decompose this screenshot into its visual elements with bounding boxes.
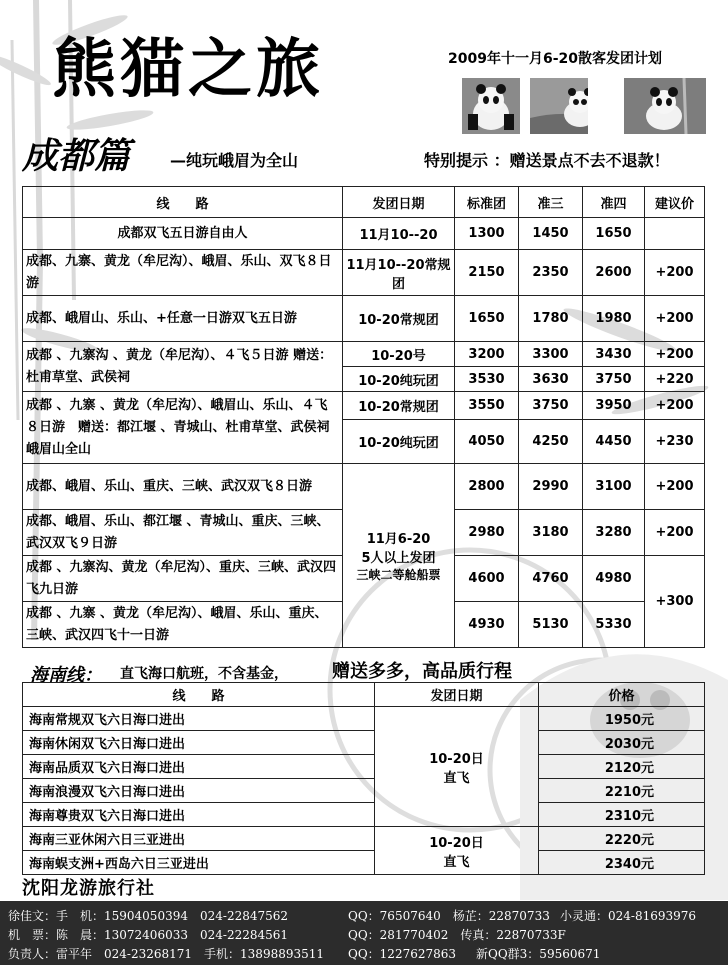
- price-cell: 4050: [455, 420, 519, 464]
- date-group-2-line2: 直飞: [443, 854, 470, 870]
- price-cell: 1300: [455, 218, 519, 250]
- route-cell: 成都 、九寨 、黄龙（牟尼沟）、峨眉山、乐山、４飞８日游 赠送：都江堰 、青城山、杜甫草堂、武侯祠 峨眉山全山: [23, 392, 343, 464]
- table-row: [23, 827, 705, 851]
- price-cell: 4600: [455, 556, 519, 602]
- price-cell: 4760: [519, 556, 583, 602]
- table-row: [23, 803, 705, 827]
- route-cell: 成都 、九寨沟、黄龙（牟尼沟）、重庆、三峡、武汉四飞九日游: [23, 556, 343, 602]
- price-cell: 2220元: [539, 827, 705, 851]
- price-cell: 3530: [455, 367, 519, 392]
- route-cell: 成都双飞五日游自由人: [23, 218, 343, 250]
- table-row: [23, 296, 705, 342]
- route-cell: 成都 、九寨 、黄龙（牟尼沟）、峨眉、乐山、重庆、三峡、武汉四飞十一日游: [23, 602, 343, 648]
- price-cell: +220: [645, 367, 705, 392]
- shared-date-line3: 三峡二等舱船票: [356, 568, 441, 582]
- date-group-1-line2: 直飞: [443, 770, 470, 786]
- shared-date-line2: 5人以上发团: [361, 551, 436, 566]
- price-cell: 2120元: [539, 755, 705, 779]
- contact-line-1c: 小灵通：024-81693976: [560, 909, 697, 923]
- hainan-highlight: 赠送多多，高品质行程: [332, 661, 512, 682]
- plan-title: 2009年十一月6-20散客发团计划: [448, 51, 662, 67]
- price-cell: 2340元: [539, 851, 705, 875]
- price-cell: 1450: [519, 218, 583, 250]
- date-group-2-line1: 10-20日: [429, 835, 484, 851]
- route-cell: 成都、峨眉、乐山、重庆、三峡、武汉双飞８日游: [23, 464, 343, 510]
- price-cell: 5130: [519, 602, 583, 648]
- contact-line-3a: 负责人：雷平年 024-23268171 手机：13898893511: [8, 947, 325, 961]
- hainan-label: 海南线：: [30, 665, 102, 686]
- table-row: [23, 392, 705, 420]
- date-cell: 11月10--20: [343, 218, 455, 250]
- table-row: [23, 851, 705, 875]
- col-header-z4: 准四: [583, 187, 645, 218]
- price-cell: 1780: [519, 296, 583, 342]
- price-cell: 3200: [455, 342, 519, 367]
- price-cell: 3550: [455, 392, 519, 420]
- price-cell: 3430: [583, 342, 645, 367]
- date-cell: 10-20纯玩团: [343, 367, 455, 392]
- table-header-row: [23, 683, 705, 707]
- price-cell: 4250: [519, 420, 583, 464]
- route-cell: 海南蜈支洲+西岛六日三亚进出: [23, 851, 375, 875]
- price-cell: 3630: [519, 367, 583, 392]
- price-cell: 2980: [455, 510, 519, 556]
- price-cell: 3750: [519, 392, 583, 420]
- col-header-route: 线 路: [23, 683, 375, 707]
- price-cell: 3180: [519, 510, 583, 556]
- col-header-z3: 准三: [519, 187, 583, 218]
- contact-line-2b: QQ：281770402 传真：22870733F: [348, 928, 566, 942]
- price-cell: +200: [645, 464, 705, 510]
- date-group-cell: [375, 827, 539, 875]
- col-header-route: 线 路: [23, 187, 343, 218]
- route-cell: 成都、九寨、黄龙（牟尼沟）、峨眉、乐山、双飞８日游: [23, 250, 343, 296]
- hainan-route-table: [22, 682, 705, 875]
- contact-line-1b: QQ：76507640 杨芷：22870733: [348, 909, 550, 923]
- price-cell: 4930: [455, 602, 519, 648]
- chengdu-subtitle: —纯玩峨眉为全山: [170, 151, 299, 170]
- route-cell: 海南休闲双飞六日海口进出: [23, 731, 375, 755]
- contact-footer: [0, 901, 728, 965]
- panda-photo-3: [624, 78, 706, 134]
- col-header-date: 发团日期: [343, 187, 455, 218]
- table-row: [23, 779, 705, 803]
- table-row: [23, 731, 705, 755]
- agency-name: 沈阳龙游旅行社: [22, 878, 155, 899]
- date-group-cell: [375, 707, 539, 827]
- table-row: [23, 755, 705, 779]
- table-row: [23, 707, 705, 731]
- col-header-price: 建议价: [645, 187, 705, 218]
- price-cell: +200: [645, 342, 705, 367]
- panda-photo-2: [530, 78, 588, 134]
- price-cell: +230: [645, 420, 705, 464]
- table-header-row: [23, 187, 705, 218]
- price-cell: 3300: [519, 342, 583, 367]
- table-row: [23, 342, 705, 367]
- route-cell: 海南常规双飞六日海口进出: [23, 707, 375, 731]
- route-cell: 海南三亚休闲六日三亚进出: [23, 827, 375, 851]
- date-cell: 10-20常规团: [343, 296, 455, 342]
- price-cell: 4980: [583, 556, 645, 602]
- price-cell: 2350: [519, 250, 583, 296]
- date-cell: 10-20常规团: [343, 392, 455, 420]
- col-header-price: 价格: [539, 683, 705, 707]
- price-cell: 1950元: [539, 707, 705, 731]
- contact-line-3c: 新QQ群3：59560671: [476, 947, 601, 961]
- price-cell: [645, 218, 705, 250]
- date-cell: 11月10--20常规团: [343, 250, 455, 296]
- route-cell: 成都、峨眉山、乐山、+任意一日游双飞五日游: [23, 296, 343, 342]
- price-cell: +200: [645, 250, 705, 296]
- hainan-desc: 直飞海口航班，不含基金，: [120, 666, 288, 682]
- price-cell: +200: [645, 510, 705, 556]
- price-cell: 3750: [583, 367, 645, 392]
- shared-price-cell: +300: [645, 556, 705, 648]
- route-cell: 海南品质双飞六日海口进出: [23, 755, 375, 779]
- table-row: [23, 218, 705, 250]
- price-cell: 3100: [583, 464, 645, 510]
- table-row: [23, 250, 705, 296]
- contact-line-2a: 机 票：陈 晨：13072406033 024-22284561: [8, 928, 289, 942]
- date-cell: 10-20纯玩团: [343, 420, 455, 464]
- panda-photo-1: [462, 78, 520, 134]
- price-cell: 2210元: [539, 779, 705, 803]
- brand-title: 熊猫之旅: [52, 32, 324, 107]
- route-cell: 海南浪漫双飞六日海口进出: [23, 779, 375, 803]
- shared-date-cell: [343, 464, 455, 648]
- price-cell: 2310元: [539, 803, 705, 827]
- price-cell: 3280: [583, 510, 645, 556]
- price-cell: 2600: [583, 250, 645, 296]
- contact-line-3b: QQ：1227627863: [348, 947, 457, 961]
- price-cell: 2990: [519, 464, 583, 510]
- chengdu-route-table: [22, 186, 705, 648]
- col-header-standard: 标准团: [455, 187, 519, 218]
- price-cell: 2150: [455, 250, 519, 296]
- route-cell: 成都、峨眉、乐山、都江堰 、青城山、重庆、三峡、武汉双飞９日游: [23, 510, 343, 556]
- price-cell: 4450: [583, 420, 645, 464]
- table-row: [23, 464, 705, 510]
- date-cell: 10-20号: [343, 342, 455, 367]
- date-group-1-line1: 10-20日: [429, 751, 484, 767]
- contact-line-1a: 徐佳文：手 机：15904050394 024-22847562: [8, 909, 289, 923]
- shared-date-line1: 11月6-20: [366, 532, 431, 547]
- route-cell: 成都 、九寨沟 、黄龙（牟尼沟）、４飞５日游 赠送：杜甫草堂、武侯祠: [23, 342, 343, 392]
- price-cell: 5330: [583, 602, 645, 648]
- price-cell: +200: [645, 296, 705, 342]
- price-cell: 1650: [583, 218, 645, 250]
- price-cell: 2030元: [539, 731, 705, 755]
- route-cell: 海南尊贵双飞六日海口进出: [23, 803, 375, 827]
- price-cell: +200: [645, 392, 705, 420]
- chengdu-heading: 成都篇: [22, 135, 131, 177]
- price-cell: 1650: [455, 296, 519, 342]
- price-cell: 2800: [455, 464, 519, 510]
- price-cell: 1980: [583, 296, 645, 342]
- price-cell: 3950: [583, 392, 645, 420]
- special-notice: 特别提示 ：赠送景点不去不退款！: [424, 151, 670, 170]
- col-header-date: 发团日期: [375, 683, 539, 707]
